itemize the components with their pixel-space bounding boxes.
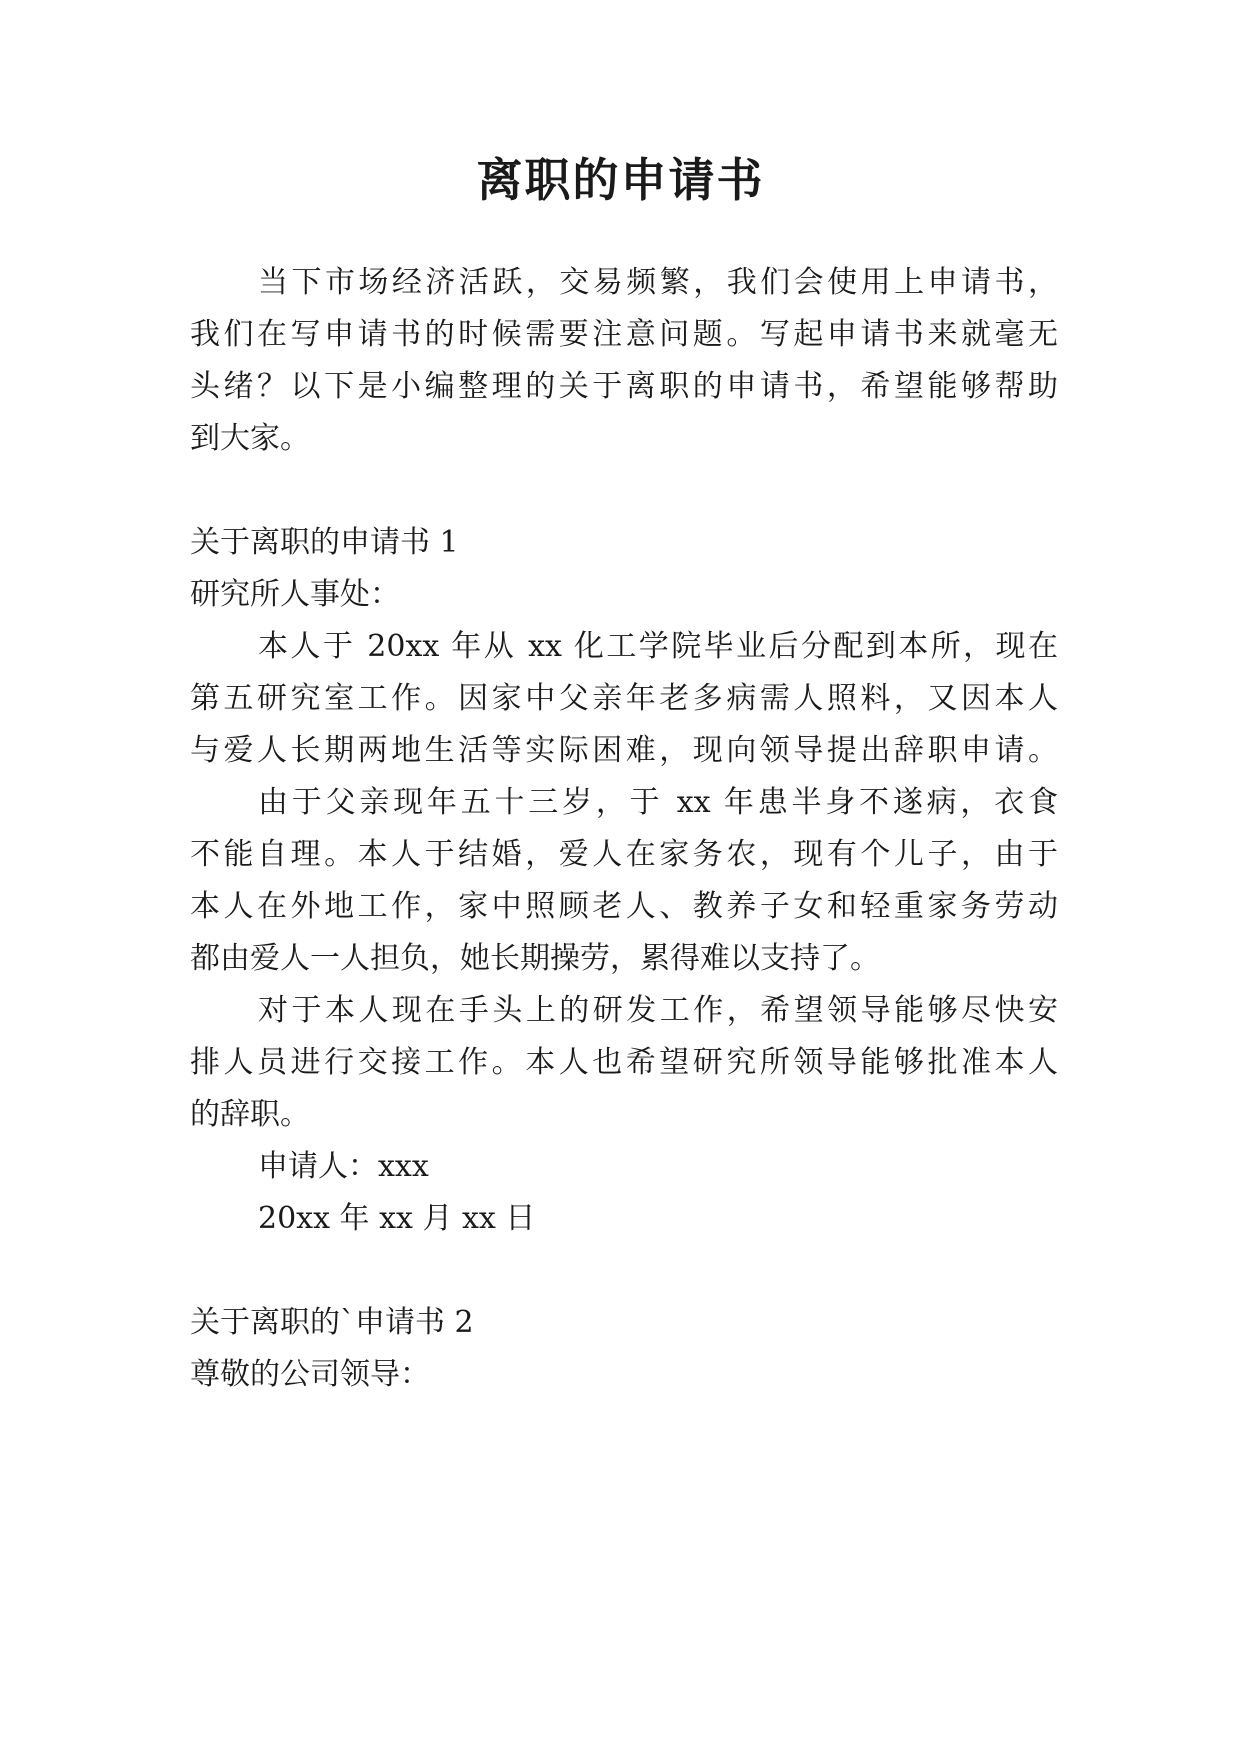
- paragraph-line: 本人于 20xx 年从 xx 化工学院毕业后分配到本所，现在: [258, 629, 1058, 664]
- intro-line: 当下市场经济活跃，交易频繁，我们会使用上申请书，: [258, 265, 1058, 300]
- paragraph-line: 本人在外地工作，家中照顾老人、教养子女和轻重家务劳动: [190, 889, 1058, 924]
- page-title: 离职的申请书: [476, 153, 765, 207]
- applicant-signature: 申请人：xxx: [258, 1149, 429, 1184]
- paragraph-line: 第五研究室工作。因家中父亲年老多病需人照料，又因本人: [190, 681, 1058, 716]
- paragraph-line: 的辞职。: [190, 1097, 310, 1132]
- paragraph-line: 不能自理。本人于结婚，爱人在家务农，现有个儿子，由于: [190, 837, 1058, 872]
- letter-heading: 关于离职的申请书 1: [190, 525, 459, 560]
- intro-line: 我们在写申请书的时候需要注意问题。写起申请书来就毫无: [190, 317, 1058, 352]
- paragraph-line: 排人员进行交接工作。本人也希望研究所领导能够批准本人: [190, 1045, 1058, 1080]
- intro-line: 到大家。: [190, 421, 310, 456]
- paragraph-line: 对于本人现在手头上的研发工作，希望领导能够尽快安: [258, 993, 1058, 1028]
- paragraph-line: 与爱人长期两地生活等实际困难，现向领导提出辞职申请。: [190, 733, 1058, 768]
- salutation: 尊敬的公司领导：: [190, 1357, 430, 1392]
- paragraph-line: 都由爱人一人担负，她长期操劳，累得难以支持了。: [190, 941, 880, 976]
- letter-heading: 关于离职的`申请书 2: [190, 1305, 474, 1340]
- paragraph-line: 由于父亲现年五十三岁，于 xx 年患半身不遂病，衣食: [258, 785, 1058, 820]
- salutation: 研究所人事处：: [190, 577, 400, 612]
- intro-line: 头绪？以下是小编整理的关于离职的申请书，希望能够帮助: [190, 369, 1058, 404]
- letter-date: 20xx 年 xx 月 xx 日: [258, 1201, 536, 1236]
